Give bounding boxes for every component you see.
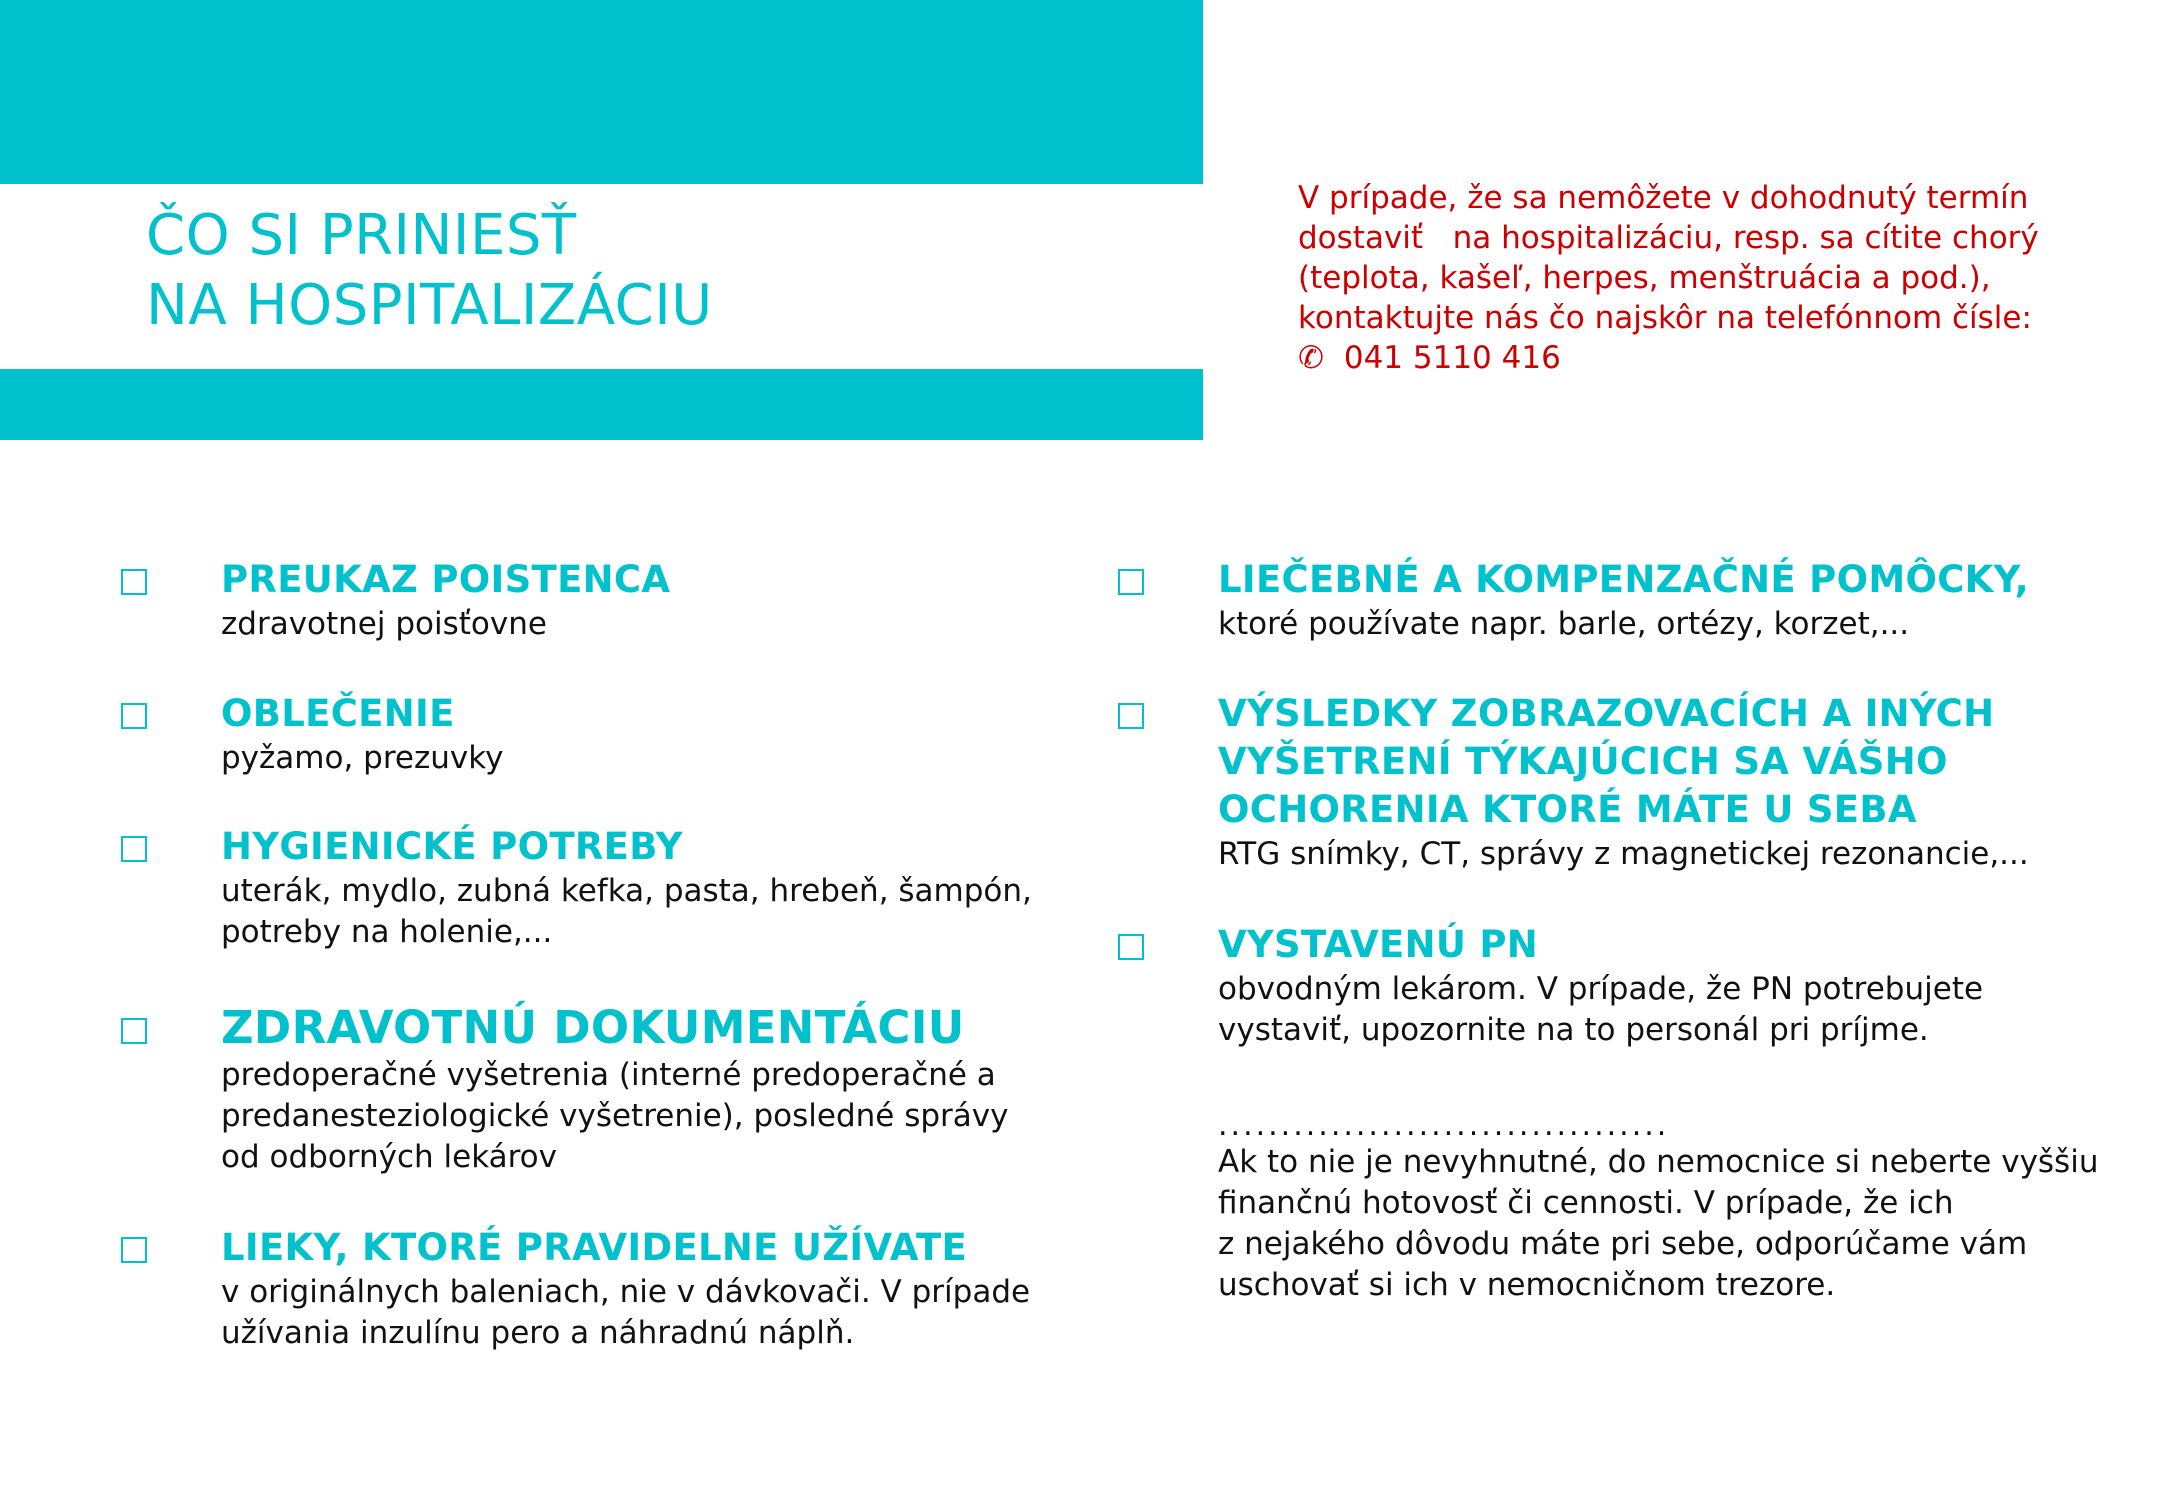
checkbox[interactable]: [121, 703, 147, 729]
item-description: [1218, 604, 2088, 645]
item-description-line: obvodným lekárom. V prípade, že PN potrebujete: [1218, 971, 1984, 1007]
checkbox[interactable]: [121, 569, 147, 595]
item-heading-line: VÝSLEDKY ZOBRAZOVACÍCH A INÝCH: [1218, 692, 1995, 735]
checkbox[interactable]: [1118, 703, 1144, 729]
item-description-line: zdravotnej poisťovne: [221, 606, 547, 642]
page-title-line-1: ČO SI PRINIESŤ: [146, 203, 577, 268]
dotted-separator: ....................................: [1218, 1108, 1670, 1143]
item-heading: [221, 823, 1091, 871]
item-heading: [1218, 556, 2088, 604]
page-title-line-2: NA HOSPITALIZÁCIU: [146, 273, 713, 338]
contact-notice: [1298, 178, 2098, 378]
item-description-line: predoperačné vyšetrenia (interné predoperačné a: [221, 1057, 996, 1093]
item-description: [1218, 969, 2088, 1051]
checklist-item: [221, 690, 1091, 779]
item-heading-line: LIEKY, KTORÉ PRAVIDELNE UŽÍVATE: [221, 1226, 968, 1269]
item-description-line: pyžamo, prezuvky: [221, 740, 504, 776]
item-description-line: potreby na holenie,...: [221, 914, 553, 950]
item-heading: [221, 1001, 1091, 1055]
header-band-bottom: [0, 369, 1203, 440]
checklist-item: [1218, 556, 2088, 645]
item-heading-line: LIEČEBNÉ A KOMPENZAČNÉ POMÔCKY,: [1218, 558, 2029, 601]
item-heading-line: OCHORENIA KTORÉ MÁTE U SEBA: [1218, 788, 1917, 831]
item-description: [1218, 834, 2088, 875]
page-title: [146, 201, 713, 341]
item-description: [221, 738, 1091, 779]
checkbox[interactable]: [121, 836, 147, 862]
item-heading: [1218, 921, 2088, 969]
checkbox[interactable]: [121, 1018, 147, 1044]
notice-line: dostaviť na hospitalizáciu, resp. sa cítite chorý: [1298, 220, 2039, 256]
checklist-item: [1218, 921, 2088, 1051]
item-description-line: od odborných lekárov: [221, 1139, 557, 1175]
item-description: [221, 871, 1091, 953]
item-heading: [221, 690, 1091, 738]
checklist-item: [221, 556, 1091, 645]
checkbox[interactable]: [121, 1237, 147, 1263]
checkbox[interactable]: [1118, 569, 1144, 595]
item-description: [221, 1272, 1091, 1354]
phone-icon: ✆: [1298, 340, 1324, 376]
item-description-line: RTG snímky, CT, správy z magnetickej rezonancie,...: [1218, 836, 2029, 872]
item-description: [221, 604, 1091, 645]
phone-row: [1298, 338, 2098, 378]
item-heading-line: VYSTAVENÚ PN: [1218, 923, 1539, 966]
note-line: uschovať si ich v nemocničnom trezore.: [1218, 1267, 1836, 1303]
checklist-item: [221, 1224, 1091, 1354]
item-description-line: v originálnych baleniach, nie v dávkovači. V prípade: [221, 1274, 1031, 1310]
notice-line: (teplota, kašeľ, herpes, menštruácia a pod.),: [1298, 260, 1991, 296]
item-description-line: vystaviť, upozornite na to personál pri príjme.: [1218, 1012, 1929, 1048]
notice-line: V prípade, že sa nemôžete v dohodnutý termín: [1298, 180, 2029, 216]
item-heading-line: PREUKAZ POISTENCA: [221, 558, 671, 601]
item-heading: [221, 556, 1091, 604]
checkbox[interactable]: [1118, 934, 1144, 960]
item-description: [221, 1055, 1091, 1178]
item-description-line: uterák, mydlo, zubná kefka, pasta, hrebeň, šampón,: [221, 873, 1032, 909]
item-heading: [1218, 690, 2088, 834]
note-line: finančnú hotovosť či cennosti. V prípade, že ich: [1218, 1185, 1954, 1221]
checklist-item: [221, 1001, 1091, 1178]
checklist-item: [1218, 690, 2088, 875]
valuables-note: [1218, 1142, 2098, 1306]
item-heading-line: VYŠETRENÍ TÝKAJÚCICH SA VÁŠHO: [1218, 740, 1948, 783]
header-band-top: [0, 0, 1203, 184]
note-line: Ak to nie je nevyhnutné, do nemocnice si neberte vyššiu: [1218, 1144, 2099, 1180]
item-description-line: užívania inzulínu pero a náhradnú náplň.: [221, 1315, 855, 1351]
item-heading-line: HYGIENICKÉ POTREBY: [221, 825, 683, 868]
note-line: z nejakého dôvodu máte pri sebe, odporúčame vám: [1218, 1226, 2028, 1262]
item-heading-line: OBLEČENIE: [221, 692, 455, 735]
item-heading-line: ZDRAVOTNÚ DOKUMENTÁCIU: [221, 1001, 965, 1054]
checklist-item: [221, 823, 1091, 953]
notice-line: kontaktujte nás čo najskôr na telefónnom čísle:: [1298, 300, 2032, 336]
item-heading: [221, 1224, 1091, 1272]
phone-number[interactable]: 041 5110 416: [1343, 340, 1561, 376]
item-description-line: ktoré používate napr. barle, ortézy, korzet,...: [1218, 606, 1910, 642]
item-description-line: predanesteziologické vyšetrenie), posledné správy: [221, 1098, 1009, 1134]
